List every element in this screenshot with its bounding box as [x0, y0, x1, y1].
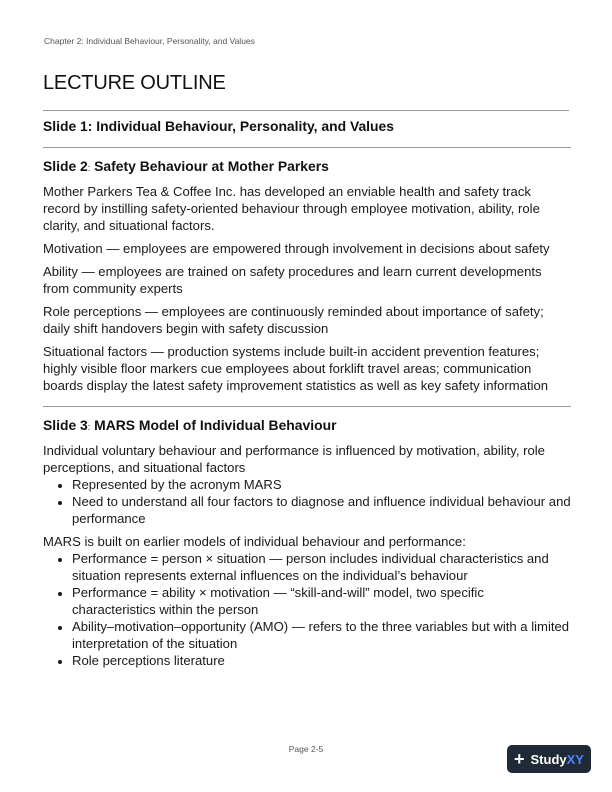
lecture-content	[43, 118, 571, 675]
page-number: Page 2-5	[288, 744, 324, 754]
plus-icon: +	[514, 749, 525, 769]
slide-2-paragraph: Motivation — employees are empowered through involvement in decisions about safety	[43, 241, 550, 256]
slide-2-section	[43, 158, 571, 394]
slide-3-section	[43, 417, 571, 669]
list-item: • Role perceptions literature	[72, 652, 571, 669]
slide-3-title: MARS Model of Individual Behaviour	[90, 417, 337, 433]
slide-2-paragraph: Ability — employees are trained on safety procedures and learn current developments from community experts	[43, 264, 542, 296]
section-divider	[43, 406, 571, 407]
list-item: • Ability–motivation–opportunity (AMO) — refers to the three variables but with a limited interpretation of the situation	[72, 618, 571, 652]
slide-1-label: Slide 1	[43, 118, 88, 134]
brand-name	[531, 752, 584, 767]
list-item: • Represented by the acronym MARS	[72, 476, 571, 493]
slide-1-section	[43, 118, 571, 135]
slide-2-heading	[43, 158, 571, 177]
page-title: LECTURE OUTLINE	[43, 72, 226, 94]
section-divider	[43, 147, 571, 148]
slide-2-paragraph: Role perceptions — employees are continuously reminded about importance of safety; daily shift handovers begin with safety discussion	[43, 304, 544, 336]
title-divider	[43, 110, 569, 111]
slide-3-intro: Individual voluntary behaviour and performance is influenced by motivation, ability, role perceptions, and situational factors	[43, 443, 545, 475]
list-item: • Performance = ability × motivation — “skill-and-will” model, two specific characteristics within the person	[72, 584, 571, 618]
running-head: Chapter 2: Individual Behaviour, Personality, and Values	[44, 36, 255, 46]
studyxy-badge[interactable]	[507, 745, 591, 773]
slide-2-paragraph: Mother Parkers Tea & Coffee Inc. has developed an enviable health and safety track record by instilling safety-oriented behaviour through employee motivation, ability, role clarity, and situational factors.	[43, 184, 540, 233]
slide-3-colon: :	[87, 422, 91, 432]
slide-3-models-list	[43, 550, 571, 669]
slide-3-intro-list	[43, 476, 571, 527]
list-item: • Performance = person × situation — person includes individual characteristics and situation represents external influences on the individual’s behaviour	[72, 550, 571, 584]
slide-1-heading	[43, 118, 571, 135]
brand-study: Study	[530, 751, 567, 767]
slide-3-models-intro: MARS is built on earlier models of individual behaviour and performance:	[43, 534, 466, 549]
brand-xy: XY	[566, 751, 584, 767]
slide-2-paragraph: Situational factors — production systems include built-in accident prevention features; highly visible floor markers cue employees about forklift travel areas; communication boards display the latest safety improvement statistics as well as key safety information	[43, 344, 549, 393]
slide-3-label: Slide 3	[43, 417, 88, 433]
slide-3-heading	[43, 417, 571, 436]
slide-2-title: Safety Behaviour at Mother Parkers	[90, 158, 329, 174]
slide-2-label: Slide 2	[43, 158, 88, 174]
list-item: • Need to understand all four factors to diagnose and influence individual behaviour and performance	[72, 493, 571, 527]
slide-2-colon: :	[87, 163, 91, 173]
slide-1-title: : Individual Behaviour, Personality, and Values	[87, 118, 394, 134]
